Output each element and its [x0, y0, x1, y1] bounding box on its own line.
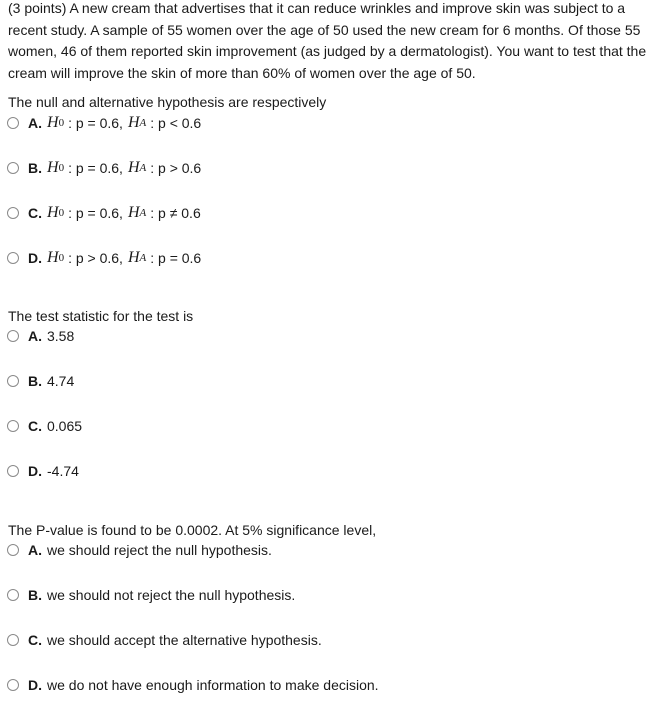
option-letter: B.	[28, 587, 42, 603]
option-text: we should reject the null hypothesis.	[47, 542, 272, 558]
subscript: 0	[58, 207, 65, 219]
subscript: 0	[58, 162, 65, 174]
option-letter: D.	[28, 463, 42, 479]
option-letter: D.	[28, 250, 42, 266]
option-text: 3.58	[47, 328, 75, 344]
option-letter: A.	[28, 328, 42, 344]
subscript: 0	[58, 117, 65, 129]
subscript: A	[139, 162, 147, 174]
subscript: A	[139, 117, 147, 129]
q3-option-c[interactable]	[7, 630, 322, 650]
radio-button[interactable]	[7, 207, 19, 219]
option-letter: D.	[28, 677, 42, 693]
alt-relation: : p > 0.6	[150, 160, 202, 176]
radio-button[interactable]	[7, 330, 19, 342]
radio-button[interactable]	[7, 420, 19, 432]
null-relation: : p = 0.6,	[68, 115, 123, 131]
q3-option-b[interactable]	[7, 585, 295, 605]
option-text: 0.065	[47, 418, 83, 434]
radio-button[interactable]	[7, 679, 19, 691]
q1-option-c[interactable]	[7, 203, 201, 223]
q1-option-d[interactable]	[7, 248, 201, 268]
option-text: we should not reject the null hypothesis.	[47, 587, 296, 603]
q1-option-a[interactable]	[7, 113, 201, 133]
h-symbol: H	[47, 204, 59, 221]
alt-relation: : p ≠ 0.6	[150, 205, 201, 221]
radio-button[interactable]	[7, 162, 19, 174]
subscript: 0	[58, 252, 65, 264]
subscript: A	[139, 207, 147, 219]
radio-button[interactable]	[7, 375, 19, 387]
q1-option-b[interactable]	[7, 158, 201, 178]
option-letter: C.	[28, 418, 42, 434]
null-relation: : p > 0.6,	[68, 250, 123, 266]
radio-button[interactable]	[7, 465, 19, 477]
q3-option-a[interactable]	[7, 540, 272, 560]
question-intro: (3 points) A new cream that advertises that it can reduce wrinkles and improve skin was subject to a recent study. A sample of 55 women over the age of 50 used the new cream for 6 months. Of those 55 women, 46 of them reported skin improvement (as judged by a dermatologist). You want to test that the cream will improve the skin of more than 60% of women over the age of 50.	[8, 0, 647, 81]
h-symbol: H	[47, 114, 59, 131]
h-symbol: H	[47, 159, 59, 176]
alt-relation: : p = 0.6	[150, 250, 202, 266]
option-text: -4.74	[47, 463, 79, 479]
q2-option-a[interactable]	[7, 326, 74, 346]
h-symbol: H	[127, 114, 140, 131]
option-letter: B.	[28, 160, 42, 176]
h-symbol: H	[47, 249, 59, 266]
option-letter: C.	[28, 632, 42, 648]
q2-option-c[interactable]	[7, 416, 82, 436]
h-symbol: H	[127, 249, 140, 266]
radio-button[interactable]	[7, 634, 19, 646]
option-letter: B.	[28, 373, 42, 389]
radio-button[interactable]	[7, 589, 19, 601]
h-symbol: H	[127, 159, 140, 176]
option-letter: A.	[28, 115, 42, 131]
subscript: A	[139, 252, 147, 264]
option-text: 4.74	[47, 373, 75, 389]
alt-relation: : p < 0.6	[150, 115, 202, 131]
radio-button[interactable]	[7, 117, 19, 129]
option-letter: C.	[28, 205, 42, 221]
q3-prompt: The P-value is found to be 0.0002. At 5% significance level,	[8, 522, 377, 538]
option-text: we do not have enough information to make decision.	[47, 677, 379, 693]
q2-option-b[interactable]	[7, 371, 74, 391]
q2-prompt: The test statistic for the test is	[8, 308, 194, 324]
h-symbol: H	[127, 204, 140, 221]
option-letter: A.	[28, 542, 42, 558]
q3-option-d[interactable]	[7, 675, 379, 695]
null-relation: : p = 0.6,	[68, 205, 123, 221]
option-text: we should accept the alternative hypothesis.	[47, 632, 322, 648]
radio-button[interactable]	[7, 252, 19, 264]
radio-button[interactable]	[7, 544, 19, 556]
q1-prompt: The null and alternative hypothesis are respectively	[8, 94, 327, 110]
null-relation: : p = 0.6,	[68, 160, 123, 176]
q2-option-d[interactable]	[7, 461, 79, 481]
